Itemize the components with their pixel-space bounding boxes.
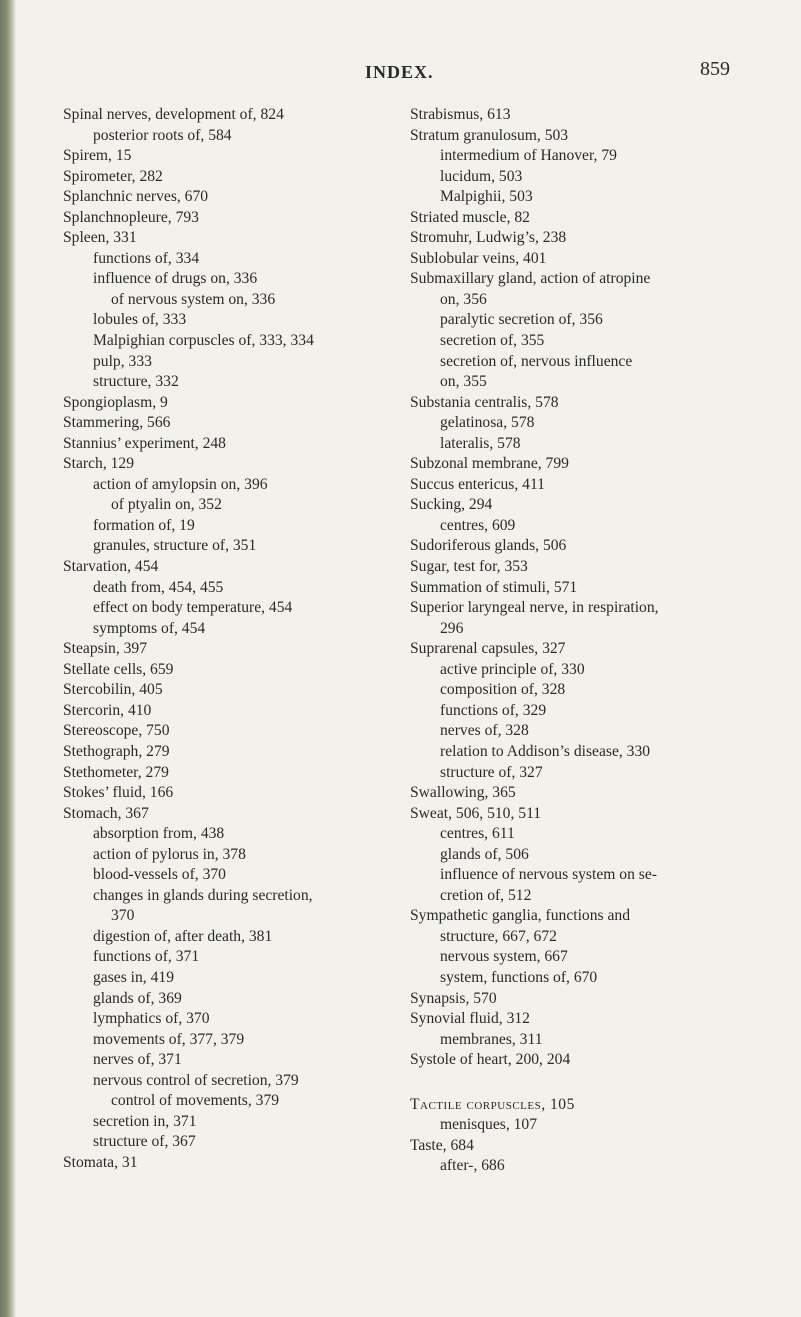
index-entry: Submaxillary gland, action of atropine <box>410 270 651 288</box>
index-entry: Stercobilin, 405 <box>63 681 163 699</box>
index-subentry: influence of nervous system on se- <box>440 866 657 884</box>
index-entry: Spongioplasm, 9 <box>63 393 168 411</box>
index-subentry: control of movements, 379 <box>111 1092 280 1110</box>
index-entry: Spinal nerves, development of, 824 <box>63 106 284 123</box>
index-entry: Synovial fluid, 312 <box>410 1010 530 1028</box>
index-subentry: granules, structure of, 351 <box>93 537 257 555</box>
index-subentry: composition of, 328 <box>440 681 566 699</box>
index-subentry: nerves of, 371 <box>93 1051 182 1069</box>
index-entry: Stellate cells, 659 <box>63 660 174 678</box>
index-subentry: pulp, 333 <box>93 352 152 370</box>
index-subentry: secretion in, 371 <box>93 1112 197 1130</box>
index-column-right <box>410 105 756 1177</box>
index-entry: Striated muscle, 82 <box>410 208 530 226</box>
index-subentry: nervous control of secretion, 379 <box>93 1071 299 1089</box>
index-subentry: gases in, 419 <box>93 968 174 986</box>
index-subentry: centres, 609 <box>440 516 516 534</box>
index-subentry: intermedium of Hanover, 79 <box>440 147 617 165</box>
index-subentry: membranes, 311 <box>440 1030 543 1048</box>
index-subentry: functions of, 329 <box>440 701 547 719</box>
index-subentry: action of pylorus in, 378 <box>93 845 246 863</box>
index-subentry: lateralis, 578 <box>440 434 521 452</box>
index-subentry: structure, 667, 672 <box>440 927 557 945</box>
index-entry: Strabismus, 613 <box>410 106 511 123</box>
index-subentry: secretion of, nervous influence <box>440 352 633 370</box>
index-entry: Stomach, 367 <box>63 804 149 822</box>
index-entry: Swallowing, 365 <box>410 784 516 802</box>
index-subentry: functions of, 371 <box>93 948 200 966</box>
index-subentry: movements of, 377, 379 <box>93 1030 245 1048</box>
index-subentry: gelatinosa, 578 <box>440 414 535 432</box>
index-subentry: lobules of, 333 <box>93 311 187 329</box>
index-entry: Stethograph, 279 <box>63 742 170 760</box>
index-subentry: lymphatics of, 370 <box>93 1010 210 1028</box>
index-subentry: Malpighii, 503 <box>440 188 533 206</box>
index-subentry: formation of, 19 <box>93 516 195 534</box>
index-entry: Stromuhr, Ludwig’s, 238 <box>410 229 567 247</box>
index-subentry: posterior roots of, 584 <box>93 126 232 144</box>
index-subentry: action of amylopsin on, 396 <box>93 475 268 493</box>
index-subentry: cretion of, 512 <box>440 886 532 904</box>
index-subentry: menisques, 107 <box>440 1116 538 1134</box>
index-entry: Taste, 684 <box>410 1136 474 1154</box>
index-entry: Summation of stimuli, 571 <box>410 578 578 596</box>
index-subentry: nervous system, 667 <box>440 948 568 966</box>
index-subentry: structure of, 367 <box>93 1133 196 1151</box>
index-entry: Superior laryngeal nerve, in respiration, <box>410 599 659 617</box>
index-entry: Sympathetic ganglia, functions and <box>410 907 630 925</box>
index-entry: Sweat, 506, 510, 511 <box>410 804 542 822</box>
index-subentry: glands of, 506 <box>440 845 529 863</box>
page-binding-edge <box>0 0 16 1317</box>
index-subentry: on, 356 <box>440 290 487 308</box>
index-entry: Stomata, 31 <box>63 1153 138 1171</box>
index-subentry: absorption from, 438 <box>93 825 225 843</box>
index-entry: Systole of heart, 200, 204 <box>410 1051 571 1069</box>
index-subentry: of nervous system on, 336 <box>111 290 276 308</box>
index-column-left <box>63 105 401 1173</box>
index-entry: Suprarenal capsules, 327 <box>410 640 566 658</box>
index-entry: Spirem, 15 <box>63 147 132 165</box>
index-subentry: death from, 454, 455 <box>93 578 224 596</box>
index-entry: Starvation, 454 <box>63 558 159 576</box>
index-entry: Stammering, 566 <box>63 414 171 432</box>
index-subentry: relation to Addison’s disease, 330 <box>440 742 651 760</box>
index-subentry: 296 <box>440 619 464 637</box>
index-subentry: of ptyalin on, 352 <box>111 496 222 514</box>
index-entry: Sudoriferous glands, 506 <box>410 537 567 555</box>
page-header <box>0 58 801 88</box>
index-subentry: influence of drugs on, 336 <box>93 270 258 288</box>
index-subentry: effect on body temperature, 454 <box>93 599 293 617</box>
index-subentry: blood-vessels of, 370 <box>93 866 226 884</box>
index-subentry: structure, 332 <box>93 373 179 391</box>
index-entry: Substania centralis, 578 <box>410 393 559 411</box>
index-entry: Splanchnic nerves, 670 <box>63 188 209 206</box>
index-subentry: functions of, 334 <box>93 249 200 267</box>
index-subentry: glands of, 369 <box>93 989 182 1007</box>
running-head: INDEX. <box>365 62 434 82</box>
index-subentry: after-, 686 <box>440 1157 505 1175</box>
index-entry: Stokes’ fluid, 166 <box>63 784 174 802</box>
index-subentry: symptoms of, 454 <box>93 619 206 637</box>
index-entry: Synapsis, 570 <box>410 989 497 1007</box>
index-entry: Splanchnopleure, 793 <box>63 208 199 226</box>
index-subentry: on, 355 <box>440 373 487 391</box>
index-entry: Tactile corpuscles, 105 <box>410 1095 575 1113</box>
index-subentry: changes in glands during secretion, <box>93 886 313 904</box>
index-entry: Stethometer, 279 <box>63 763 169 781</box>
index-subentry: active principle of, 330 <box>440 660 585 678</box>
index-subentry: nerves of, 328 <box>440 722 529 740</box>
index-entry: Starch, 129 <box>63 455 135 473</box>
index-subentry: secretion of, 355 <box>440 332 545 350</box>
index-subentry: paralytic secretion of, 356 <box>440 311 603 329</box>
index-entry: Sublobular veins, 401 <box>410 249 547 267</box>
index-entry: Spirometer, 282 <box>63 167 163 185</box>
index-entry: Sugar, test for, 353 <box>410 558 528 576</box>
index-entry: Spleen, 331 <box>63 229 137 247</box>
index-subentry: structure of, 327 <box>440 763 543 781</box>
index-subentry: Malpighian corpuscles of, 333, 334 <box>93 332 314 350</box>
index-subentry: 370 <box>111 907 135 925</box>
index-subentry: digestion of, after death, 381 <box>93 927 273 945</box>
index-subentry: system, functions of, 670 <box>440 968 598 986</box>
index-entry: Succus entericus, 411 <box>410 475 545 493</box>
index-entry: Subzonal membrane, 799 <box>410 455 569 473</box>
index-entry: Stannius’ experiment, 248 <box>63 434 226 452</box>
index-entry: Steapsin, 397 <box>63 640 148 658</box>
index-entry: Stratum granulosum, 503 <box>410 126 569 144</box>
index-subentry: centres, 611 <box>440 825 515 843</box>
page-number: 859 <box>700 58 730 80</box>
index-entry: Sucking, 294 <box>410 496 493 514</box>
index-subentry: lucidum, 503 <box>440 167 523 185</box>
index-entry: Stercorin, 410 <box>63 701 152 719</box>
index-entry: Stereoscope, 750 <box>63 722 170 740</box>
